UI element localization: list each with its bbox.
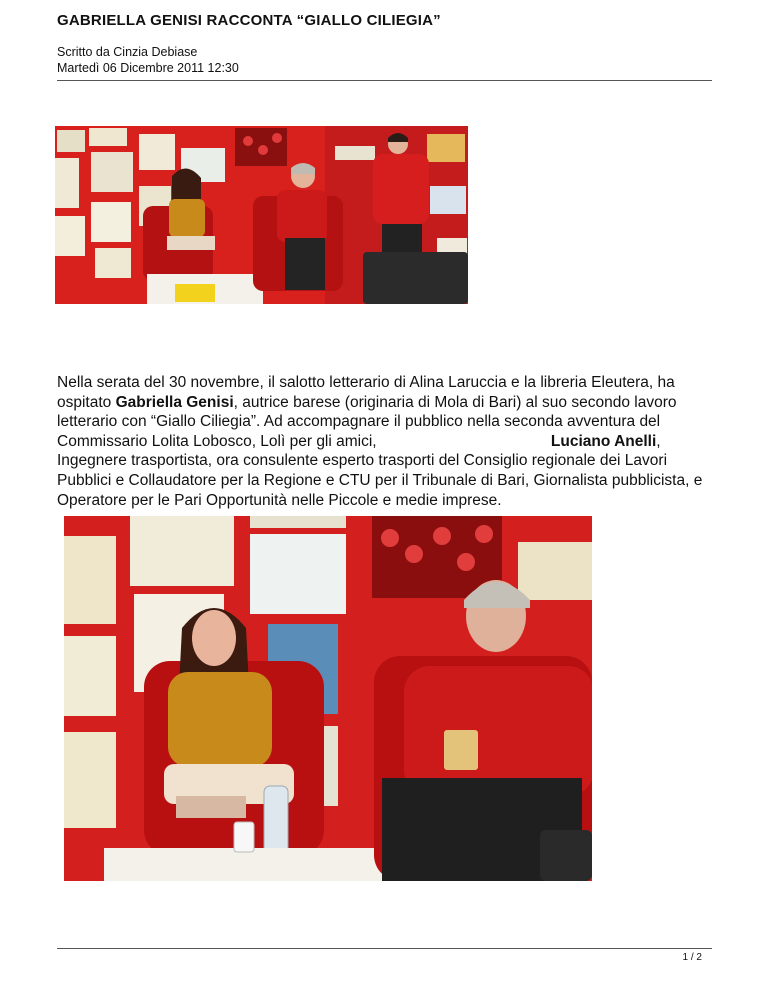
article-meta bbox=[57, 44, 239, 76]
guest-name: Luciano Anelli bbox=[550, 432, 657, 450]
article-date: Martedì 06 Dicembre 2011 12:30 bbox=[57, 61, 239, 75]
event-photo-closeup bbox=[64, 516, 592, 881]
header-divider bbox=[57, 80, 712, 81]
body-text-3: , Ingegnere trasportista, ora consulente esperto trasporti del Consiglio regionale dei Lavori Pubblici e Collaudatore per la Regione e CTU per il Tribunale di Bari, Giornalista pubblicista, e Operatore per le Pari Opportunità nelle Piccole e medie imprese. bbox=[57, 432, 703, 509]
footer-divider bbox=[57, 948, 712, 949]
author-name: Gabriella Genisi bbox=[115, 393, 234, 411]
article-title: GABRIELLA GENISI RACCONTA “GIALLO CILIEGIA” bbox=[57, 12, 441, 29]
article-author: Scritto da Cinzia Debiase bbox=[57, 45, 198, 59]
body-text-2: , autrice barese (originaria di Mola di Bari) al suo secondo lavoro letterario con “Giallo Ciliegia”. Ad accompagnare il pubblico nella seconda avventura del Commissario Lolita Lobosco, Lolì per gli amici, bbox=[57, 393, 677, 450]
article-body bbox=[57, 373, 717, 510]
page-number: 1 / 2 bbox=[682, 952, 702, 963]
body-text-1: Nella serata del 30 novembre, il salotto letterario di Alina Laruccia e la libreria Eleutera, ha ospitato bbox=[57, 374, 675, 411]
event-photo-wide bbox=[55, 126, 468, 304]
